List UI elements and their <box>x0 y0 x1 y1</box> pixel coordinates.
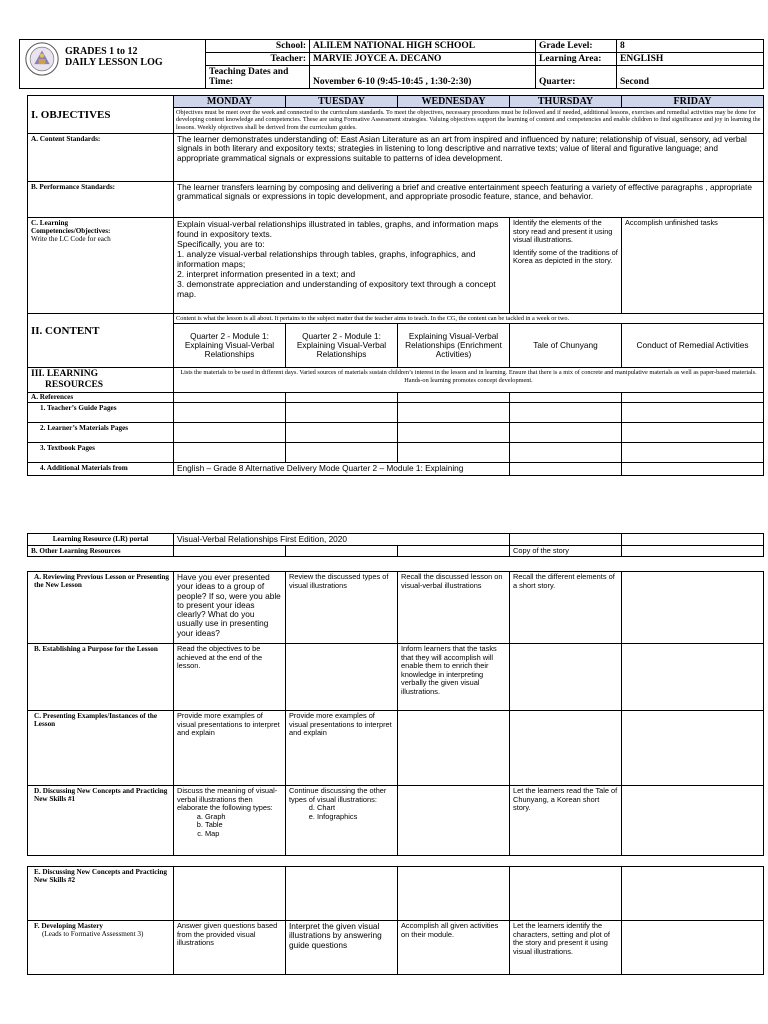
list-item: b. Table <box>205 821 282 830</box>
day-monday: MONDAY <box>174 96 286 108</box>
proc-a-thursday: Recall the different elements of a short story. <box>510 572 622 644</box>
content-standards-label: A. Content Standards: <box>28 134 174 182</box>
area-value: ENGLISH <box>617 53 764 66</box>
lr-portal-label: Learning Resource (LR) portal <box>28 534 174 546</box>
lc-label-1: C. Learning <box>31 219 69 227</box>
tg-label: 1. Teacher’s Guide Pages <box>28 403 174 423</box>
proc-a-monday: Have you ever presented your ideas to a group of people? If so, were you able to present your ideas clearly? What do you usually use in presenting your ideas? <box>174 572 286 644</box>
proc-c-label: C. Presenting Examples/Instances of the Lesson <box>28 711 174 786</box>
lc-label-3: Write the LC Code for each <box>31 235 111 243</box>
quarter-value: Second <box>617 66 764 89</box>
proc-c-tuesday: Provide more examples of visual presentations to interpret and explain <box>286 711 398 786</box>
day-wednesday: WEDNESDAY <box>398 96 510 108</box>
dates-label-1: Teaching Dates and <box>209 67 289 77</box>
lc-thursday-2: Identify some of the traditions of Korea as depicted in the story. <box>513 247 618 265</box>
header-title <box>20 40 206 89</box>
am-label: 4. Additional Materials from <box>28 463 174 475</box>
lr-table <box>27 533 764 557</box>
teacher-value: MARVIE JOYCE A. DECANO <box>310 53 536 66</box>
proc-b-monday: Read the objectives to be achieved at the end of the lesson. <box>174 644 286 711</box>
objectives-title: I. OBJECTIVES <box>28 96 174 134</box>
lc-thursday-text <box>510 218 622 314</box>
day-friday: FRIDAY <box>622 96 764 108</box>
lc-label <box>28 218 174 314</box>
lr-portal-text: Visual-Verbal Relationships First Edition, 2020 <box>174 534 510 546</box>
list-item: a. Graph <box>205 813 282 822</box>
proc-f-label <box>28 921 174 975</box>
school-value: ALILEM NATIONAL HIGH SCHOOL <box>310 40 536 53</box>
proc-f-wednesday: Accomplish all given activities on their module. <box>398 921 510 975</box>
proc-f-tuesday: Interpret the given visual illustrations by answering guide questions <box>286 921 398 975</box>
objectives-note: Objectives must be meet over the week and connected to the curriculum standards. To meet the objectives, necessary procedures must be followed and if needed, additional lessons, exercises and remedial activities may be done for developing content knowledge and competencies. These are using Formative Assessment strategies. Valuing objectives support the learning of content and competencies and enable children to find significance and joy in learning the lessons. Weekly objectives shall be derived from the curriculum guides. <box>174 108 764 134</box>
proc-a-label: A. Reviewing Previous Lesson or Presenting the New Lesson <box>28 572 174 644</box>
lm-label: 2. Learner’s Materials Pages <box>28 423 174 443</box>
header-table <box>19 39 764 89</box>
list-item: e. Infographics <box>317 813 394 822</box>
proc-d-monday <box>174 786 286 856</box>
quarter-label: Quarter: <box>536 66 617 89</box>
proc-d-tuesday-list <box>289 804 394 821</box>
content-title: II. CONTENT <box>28 324 174 368</box>
proc-e-label: E. Discussing New Concepts and Practicing New Skills #2 <box>28 867 174 921</box>
proc-f-monday: Answer given questions based from the provided visual illustrations <box>174 921 286 975</box>
proc-a-tuesday: Review the discussed types of visual illustrations <box>286 572 398 644</box>
performance-standards-label: B. Performance Standards: <box>28 182 174 218</box>
content-note: Content is what the lesson is all about. It pertains to the subject matter that the teacher aims to teach. In the CG, the content can be tackled in a week or two. <box>174 314 764 324</box>
dates-value: November 6-10 (9:45-10:45 , 1:30-2:30) <box>310 66 536 89</box>
title-line-2: DAILY LESSON LOG <box>65 57 163 68</box>
resources-title-1: III. LEARNING <box>31 369 99 380</box>
am-text: English – Grade 8 Alternative Delivery Mode Quarter 2 – Module 1: Explaining <box>174 463 510 475</box>
area-label: Learning Area: <box>536 53 617 66</box>
grade-value: 8 <box>617 40 764 53</box>
other-resources-label: B. Other Learning Resources <box>28 546 174 557</box>
dates-label <box>206 66 310 89</box>
proc-d-tuesday <box>286 786 398 856</box>
proc-c-monday: Provide more examples of visual presentations to interpret and explain <box>174 711 286 786</box>
proc-d-monday-text: Discuss the meaning of visual-verbal illustrations then elaborate the following types: <box>177 786 278 812</box>
proc-f-thursday: Let the learners identify the characters, setting and plot of the story and present it using visual illustrations. <box>510 921 622 975</box>
procedures-table-1 <box>27 571 764 856</box>
dates-label-2: Time: <box>209 77 234 87</box>
lc-line-1: Explain visual-verbal relationships illustrated in tables, graphs, and information maps found in expository texts. <box>177 219 499 239</box>
list-item: d. Chart <box>317 804 394 813</box>
proc-d-monday-list <box>177 813 282 839</box>
proc-b-label: B. Establishing a Purpose for the Lesson <box>28 644 174 711</box>
lc-label-2: Competencies/Objectives: <box>31 227 111 235</box>
proc-f-label-1: F. Developing Mastery <box>34 922 104 930</box>
proc-d-thursday: Let the learners read the Tale of Chunyang, a Korean short story. <box>510 786 622 856</box>
lc-line-2: Specifically, you are to: <box>177 239 265 249</box>
references-label: A. References <box>28 393 174 403</box>
grade-label: Grade Level: <box>536 40 617 53</box>
lc-line-5: 3. demonstrate appreciation and understanding of expository text through a concept map. <box>177 279 496 299</box>
content-thursday: Tale of Chunyang <box>510 324 622 368</box>
resources-title-2: RESOURCES <box>45 380 104 391</box>
procedures-table-2 <box>27 866 764 975</box>
lc-line-3: 1. analyze visual-verbal relationships through tables, graphs, infographics, and information maps; <box>177 249 476 269</box>
performance-standards-text: The learner transfers learning by composing and delivering a brief and creative entertainment speech featuring a variety of effective paragraphs , appropriate grammatical signals or expressions in topic development, and appropriate prosodic feature, stance, and behavior. <box>174 182 764 218</box>
lc-thursday-1: Identify the elements of the story read and present it using visual illustrations. <box>513 218 613 244</box>
list-item: c. Map <box>205 830 282 839</box>
day-tuesday: TUESDAY <box>286 96 398 108</box>
content-friday: Conduct of Remedial Activities <box>622 324 764 368</box>
title-line-1: GRADES 1 to 12 <box>65 46 138 57</box>
resources-title <box>28 368 174 393</box>
resources-note: Lists the materials to be used in different days. Varied sources of materials sustain children’s interest in the lesson and in learning. Ensure that there is a mix of concrete and manipulative materials as well as paper-based materials. Hands-on learning promotes concept development. <box>174 368 764 393</box>
main-table-top <box>27 95 764 476</box>
proc-b-wednesday: Inform learners that the tasks that they will accomplish will enable them to enrich their knowledge in interpreting verbally the given visual illustrations. <box>398 644 510 711</box>
proc-d-label: D. Discussing New Concepts and Practicing New Skills #1 <box>28 786 174 856</box>
day-thursday: THURSDAY <box>510 96 622 108</box>
lc-monday-text <box>174 218 510 314</box>
content-standards-text: The learner demonstrates understanding of: East Asian Literature as an art from inspired and influenced by nature; relationship of visual, sensory, ad verbal signals in both literary and expository texts; strategies in listening to long descriptive and narrative texts; value of literal and figurative language; and appropriate grammatical signals or expressions suitable to patterns of idea development. <box>174 134 764 182</box>
other-resources-thursday: Copy of the story <box>510 546 622 557</box>
school-label: School: <box>206 40 310 53</box>
proc-d-tuesday-text: Continue discussing the other types of visual illustrations: <box>289 786 387 804</box>
teacher-label: Teacher: <box>206 53 310 66</box>
lc-friday-text: Accomplish unfinished tasks <box>622 218 764 314</box>
proc-f-label-2: (Leads to Formative Assessment 3) <box>42 930 144 938</box>
proc-a-wednesday: Recall the discussed lesson on visual-verbal illustrations <box>398 572 510 644</box>
tb-label: 3. Textbook Pages <box>28 443 174 463</box>
content-wednesday: Explaining Visual-Verbal Relationships (Enrichment Activities) <box>398 324 510 368</box>
content-monday: Quarter 2 - Module 1: Explaining Visual-Verbal Relationships <box>174 324 286 368</box>
lc-line-4: 2. interpret information presented in a text; and <box>177 269 356 279</box>
content-tuesday: Quarter 2 - Module 1: Explaining Visual-Verbal Relationships <box>286 324 398 368</box>
